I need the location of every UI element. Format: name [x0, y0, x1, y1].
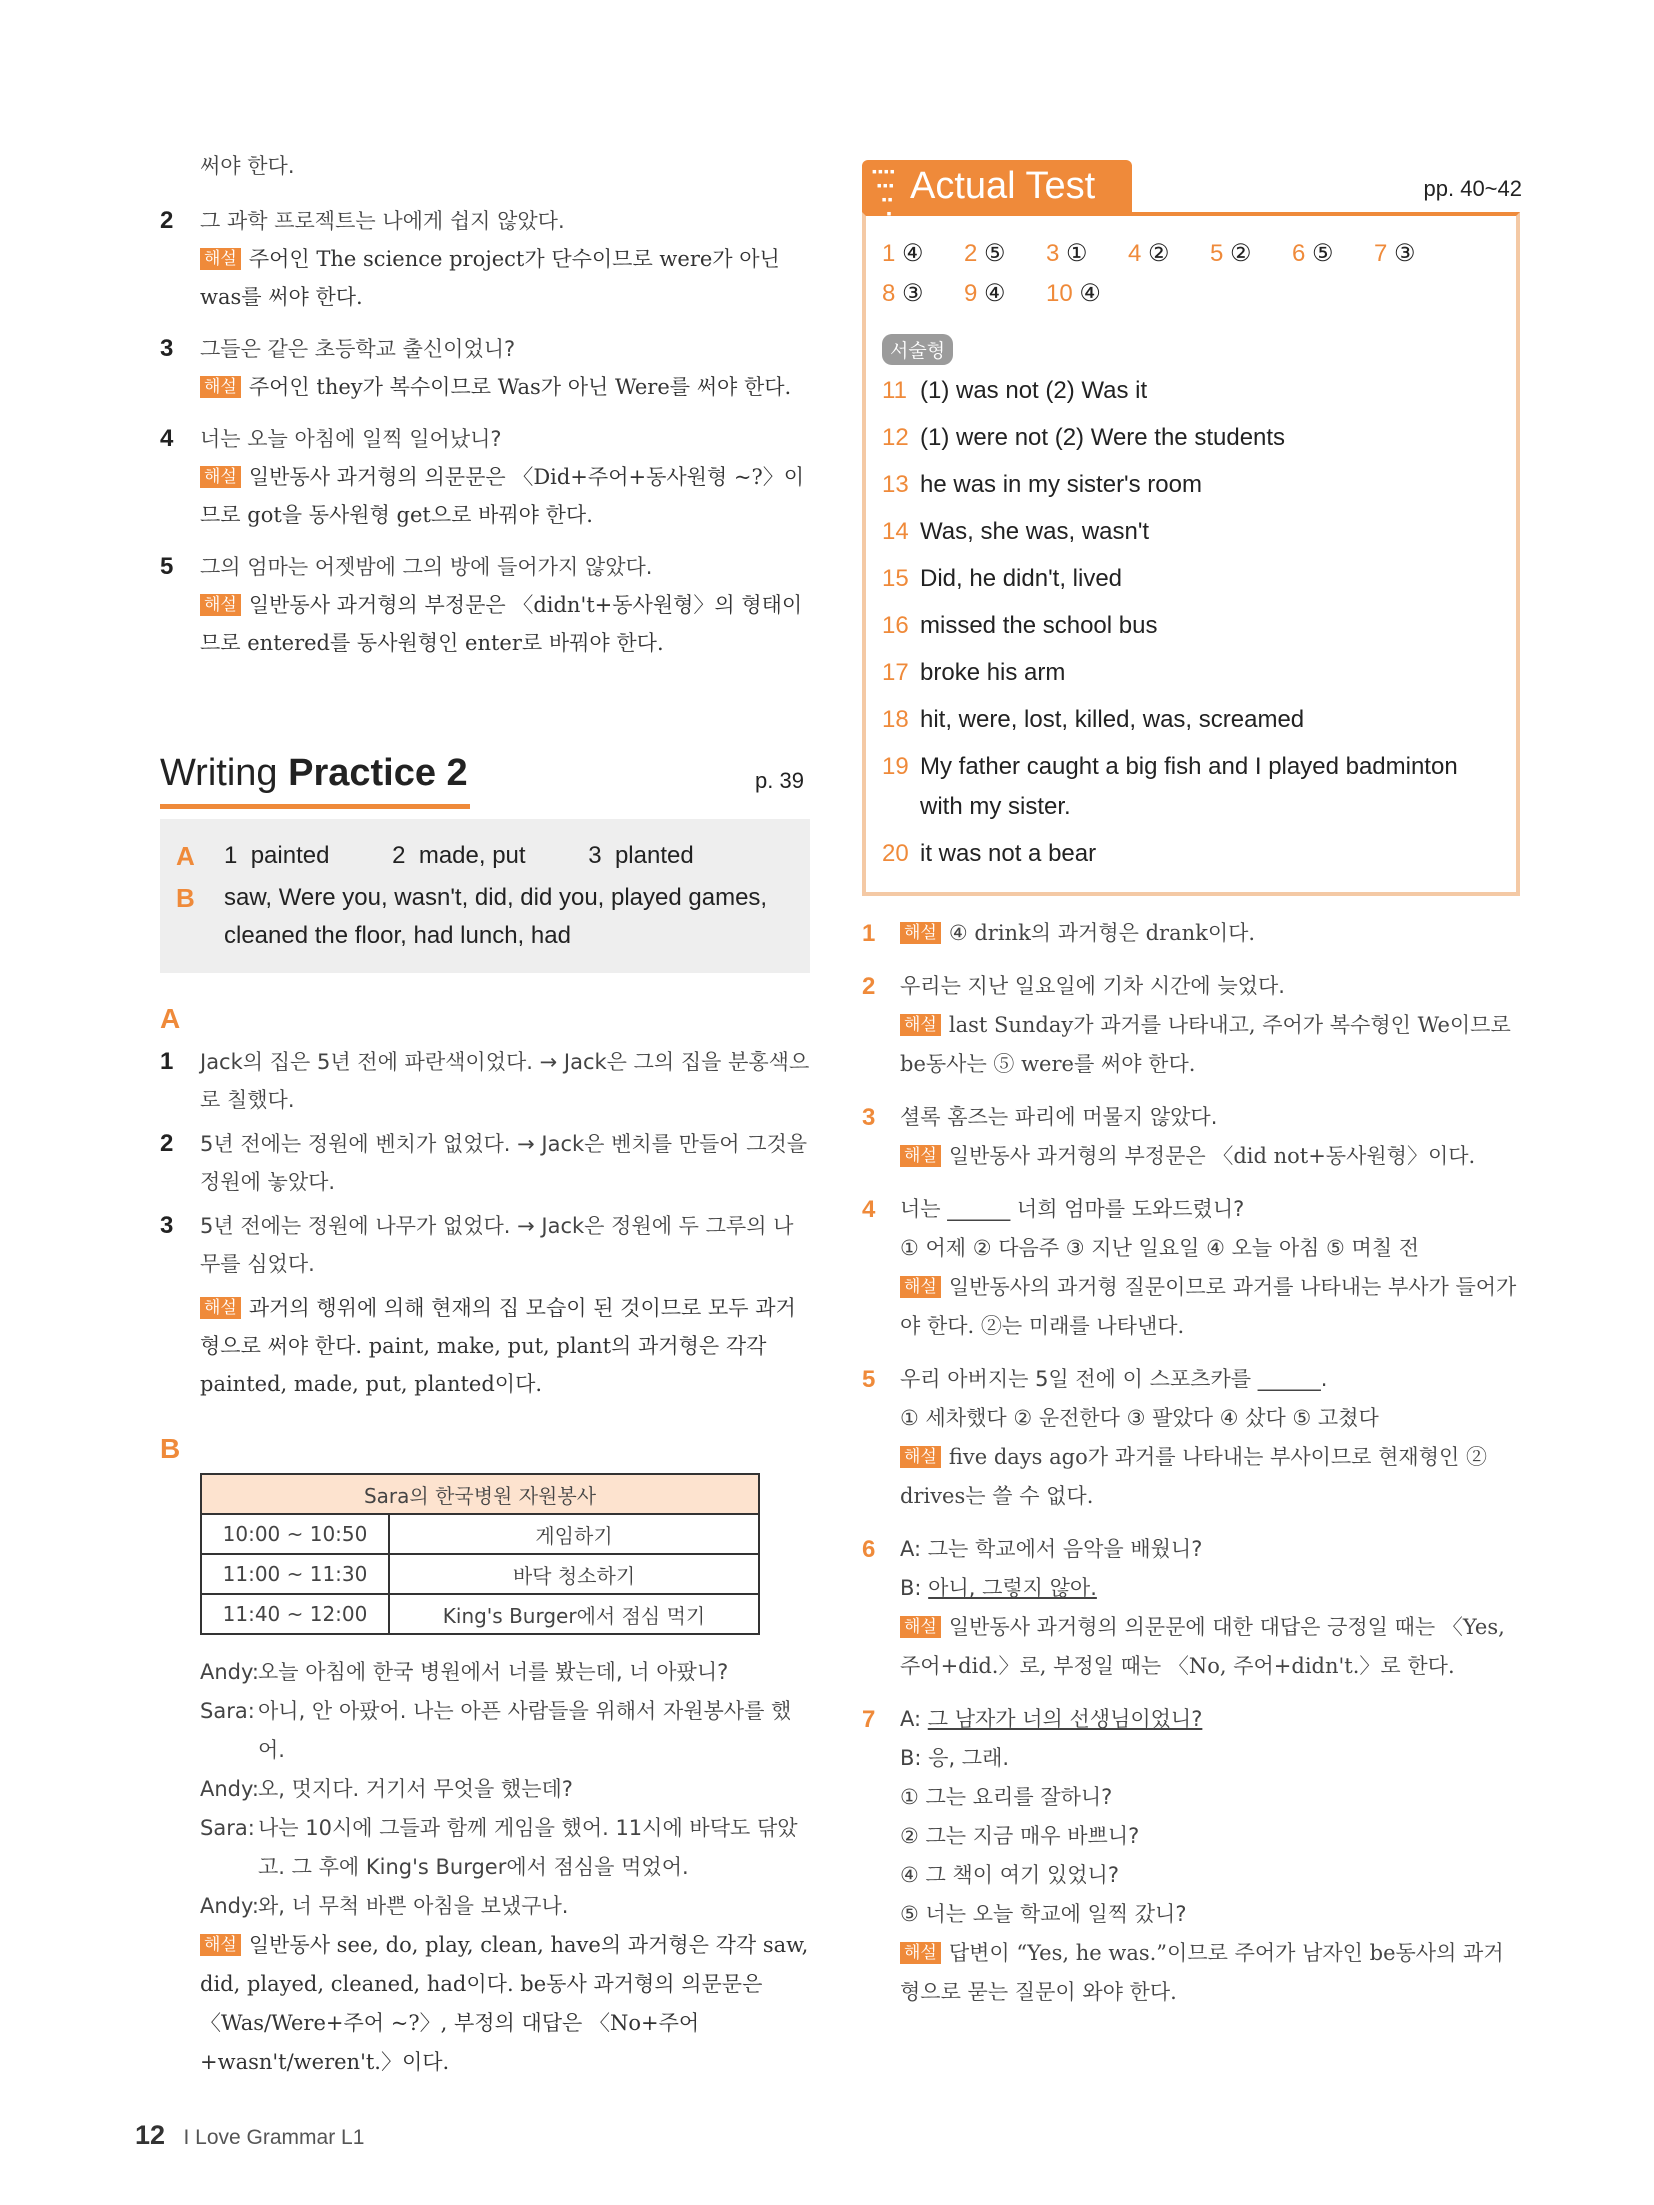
- written-badge: 서술형: [882, 334, 953, 365]
- page-footer: [135, 2120, 364, 2151]
- wp-letter-a: A: [176, 841, 195, 871]
- section-a-item: 1 Jack의 집은 5년 전에 파란색이었다. → Jack은 그의 집을 분홍색으로 칠했다.: [160, 1048, 810, 1112]
- item-number: 2: [160, 207, 174, 234]
- explanation-5: 5 우리 아버지는 5일 전에 이 스포츠카를 ______. ① 세차했다 ② 운전한다 ③ 팔았다 ④ 샀다 ⑤ 고쳤다 해설 five days ago가 과거를 나타내는 부사이므로 현재형인 ② drives는 쓸 수 없다.: [862, 1366, 1487, 1508]
- writing-practice-title: Writing Practice 2: [160, 752, 468, 794]
- item-explanation: 일반동사 과거형의 부정문은 〈didn't+동사원형〉의 형태이므로 entered를 동사원형인 enter로 바꿔야 한다.: [200, 593, 803, 655]
- answer-row: 8 ③ 9 ④ 10 ④: [882, 280, 1101, 307]
- table-title: Sara의 한국병원 자원봉사: [201, 1474, 759, 1514]
- explanation-6: 6 A: 그는 학교에서 음악을 배웠니? B: 아니, 그렇지 않아. 해설 일반동사 과거형의 의문문에 대한 대답은 긍정일 때는 〈Yes, 주어+did.〉로, 부정일 때는 〈No, 주어+didn't.〉로 한다.: [862, 1536, 1505, 1678]
- answer-row: 1 ④ 2 ⑤ 3 ① 4 ② 5 ② 6 ⑤ 7 ③: [882, 240, 1416, 267]
- item-explanation: 주어인 they가 복수이므로 Was가 아닌 Were를 써야 한다.: [248, 375, 792, 399]
- explanation-4: 4 너는 ______ 너희 엄마를 도와드렸니? ① 어제 ② 다음주 ③ 지난 일요일 ④ 오늘 아침 ⑤ 며칠 전 해설 일반동사의 과거형 질문이므로 과거를 나타내는 부사가 들어가야 한다. ②는 미래를 나타낸다.: [862, 1196, 1517, 1338]
- explanation-badge: 해설: [200, 594, 241, 616]
- written-answer: 15 Did, he didn't, lived: [882, 565, 1123, 592]
- written-answer: 18 hit, were, lost, killed, was, screamed: [882, 706, 1305, 733]
- explanation-badge: 해설: [200, 248, 241, 270]
- left-column: [160, 150, 810, 2082]
- actual-test-title: ▪▪▪▪ ▪▪▪ ▪▪ ▪ Actual Test: [862, 160, 1132, 212]
- section-b-explanation: 해설 일반동사 see, do, play, clean, have의 과거형은 각각 saw, did, played, cleaned, had이다. be동사 과거형의 의문문은 〈Was/Were+주어 ~?〉, 부정의 대답은 〈No+주어+wasn't/weren't.〉이다.: [200, 1933, 809, 2074]
- answer-item-4: [160, 420, 810, 534]
- table-row: 10:00 ~ 10:50 게임하기: [201, 1514, 759, 1554]
- written-answer: 12 (1) were not (2) Were the students: [882, 424, 1286, 451]
- wp-letter-b: B: [176, 883, 195, 913]
- dialogue-line: Andy: 오, 멋지다. 거기서 무엇을 했는데?: [200, 1777, 573, 1801]
- wp-row-a: A 1 painted 2 made, put 3 planted: [160, 837, 810, 875]
- section-a-item: 2 5년 전에는 정원에 벤치가 없었다. → Jack은 벤치를 만들어 그것을 정원에 놓았다.: [160, 1130, 808, 1194]
- item-number: 5: [160, 553, 174, 580]
- answer-item-2: [160, 202, 810, 316]
- item-question: 그들은 같은 초등학교 출신이었니?: [200, 337, 516, 361]
- actual-test-header: [862, 150, 1522, 221]
- explanation-1: 1 해설 ④ drink의 과거형은 drank이다.: [862, 920, 1256, 947]
- carry-line: 써야 한다.: [200, 154, 295, 178]
- section-a-letter: A: [160, 1003, 181, 1034]
- item-explanation: 일반동사 과거형의 의문문은 〈Did+주어+동사원형 ~?〉이므로 got을 동사원형 get으로 바꿔야 한다.: [200, 465, 805, 527]
- table-row: 11:40 ~ 12:00 King's Burger에서 점심 먹기: [201, 1594, 759, 1634]
- dialogue: [160, 1653, 810, 1926]
- book-title: I Love Grammar L1: [183, 2126, 365, 2149]
- item-question: 그의 엄마는 어젯밤에 그의 방에 들어가지 않았다.: [200, 555, 653, 579]
- writing-practice-header: [160, 752, 804, 809]
- explanation-2: 2 우리는 지난 일요일에 기차 시간에 늦었다. 해설 last Sunday가 과거를 나타내고, 주어가 복수형인 We이므로 be동사는 ⑤ were를 써야 한다.: [862, 973, 1511, 1076]
- actual-test-answers: [862, 212, 1520, 896]
- written-answer: 16 missed the school bus: [882, 612, 1158, 639]
- written-answer: 17 broke his arm: [882, 659, 1066, 686]
- volunteer-table: [200, 1473, 760, 1635]
- written-answer: 20 it was not a bear: [882, 840, 1097, 867]
- written-answer: 14 Was, she was, wasn't: [882, 518, 1150, 545]
- explanation-badge: 해설: [200, 466, 241, 488]
- wp-b-text: saw, Were you, wasn't, did, did you, played games, cleaned the floor, had lunch, had: [224, 884, 768, 949]
- section-b-letter: B: [160, 1433, 181, 1464]
- explanation-3: 3 셜록 홈즈는 파리에 머물지 않았다. 해설 일반동사 과거형의 부정문은 〈did not+동사원형〉이다.: [862, 1104, 1476, 1168]
- wp-row-b: [160, 879, 810, 955]
- explanation-badge: 해설: [200, 376, 241, 398]
- right-column: [862, 150, 1522, 2026]
- written-answer: 13 he was in my sister's room: [882, 471, 1202, 498]
- table-row: 11:00 ~ 11:30 바닥 청소하기: [201, 1554, 759, 1594]
- answer-item-5: [160, 548, 810, 662]
- item-number: 3: [160, 335, 174, 362]
- section-a-explanation: 해설 과거의 행위에 의해 현재의 집 모습이 된 것이므로 모두 과거형으로 써야 한다. paint, make, put, plant의 과거형은 각각 painted, made, put, planted이다.: [200, 1296, 796, 1396]
- page-number: 12: [135, 2120, 166, 2150]
- answer-item-3: [160, 330, 810, 406]
- written-answer: 11 (1) was not (2) Was it: [882, 377, 1148, 404]
- dialogue-line: Sara: 나는 10시에 그들과 함께 게임을 했어. 11시에 바닥도 닦았고. 그 후에 King's Burger에서 점심을 먹었어.: [200, 1816, 798, 1879]
- dots-icon: ▪▪▪▪ ▪▪▪ ▪▪ ▪: [872, 163, 896, 221]
- actual-test-page: pp. 40~42: [1423, 176, 1522, 201]
- section-a-item: 3 5년 전에는 정원에 나무가 없었다. → Jack은 정원에 두 그루의 나무를 심었다.: [160, 1212, 794, 1276]
- written-answer: 19 My father caught a big fish and I played badminton with my sister.: [882, 753, 1458, 820]
- item-question: 그 과학 프로젝트는 나에게 쉽지 않았다.: [200, 209, 565, 233]
- item-explanation: 주어인 The science project가 단수이므로 were가 아닌 was를 써야 한다.: [200, 247, 780, 309]
- dialogue-line: Andy: 와, 너 무척 바쁜 아침을 보냈구나.: [200, 1894, 569, 1918]
- writing-practice-page: p. 39: [755, 768, 804, 793]
- dialogue-line: Andy: 오늘 아침에 한국 병원에서 너를 봤는데, 너 아팠니?: [200, 1660, 729, 1684]
- item-question: 너는 오늘 아침에 일찍 일어났니?: [200, 427, 502, 451]
- dialogue-line: Sara: 아니, 안 아팠어. 나는 아픈 사람들을 위해서 자원봉사를 했어.: [200, 1699, 792, 1762]
- explanation-7: 7 A: 그 남자가 너의 선생님이었니? B: 응, 그래. ① 그는 요리를 잘하니? ② 그는 지금 매우 바쁘니? ④ 그 책이 여기 있었니? ⑤ 너는 오늘 학교에 일찍 갔니? 해설 답변이 “Yes, he was.”이므로 주어가 남자인 be동사의 과거형으로 묻는 질문이 와야 한다.: [862, 1706, 1504, 2004]
- item-number: 4: [160, 425, 174, 452]
- writing-practice-answers: [160, 819, 810, 973]
